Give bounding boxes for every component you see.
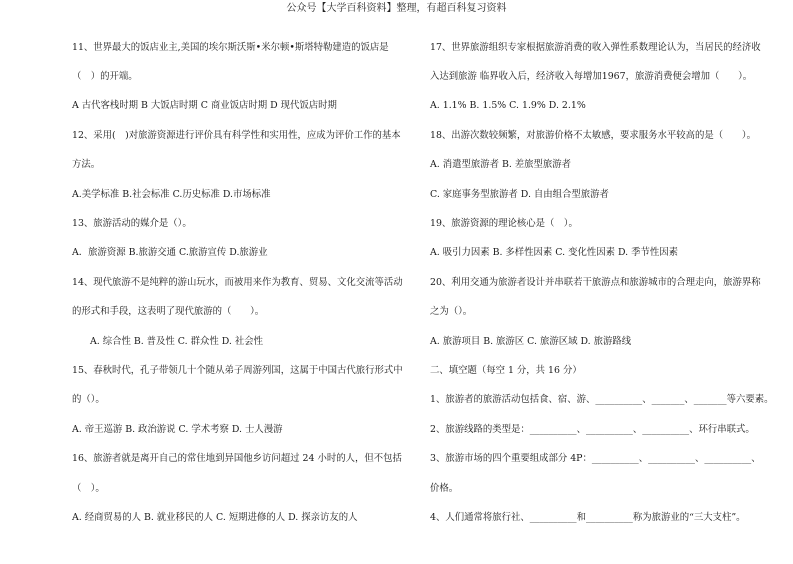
question-14-line2: 的形式和手段，这表明了现代旅游的（ ）。	[72, 306, 265, 317]
question-14-options: A. 综合性 B. 普及性 C. 群众性 D. 社会性	[90, 336, 263, 347]
question-11-options: A 古代客栈时期 B 大饭店时期 C 商业饭店时期 D 现代饭店时期	[72, 100, 337, 111]
question-18-options-cd: C. 家庭事务型旅游者 D. 自由组合型旅游者	[430, 189, 609, 200]
page-header: 公众号【大学百科资料】整理，有超百科复习资料	[286, 3, 507, 14]
question-16-line1: 16、旅游者就是离开自己的常住地到异国他乡访问超过 24 小时的人，但不包括	[72, 453, 402, 464]
question-19-line1: 19、旅游资源的理论核心是（ ）。	[430, 218, 578, 229]
fill-blank-3-cont: 价格。	[430, 483, 459, 494]
question-20-line1: 20、利用交通为旅游者设计并串联若干旅游点和旅游城市的合理走向，旅游界称	[430, 277, 761, 288]
question-13-line1: 13、旅游活动的媒介是（）。	[72, 218, 192, 229]
question-13-options: A．旅游资源 B.旅游交通 C.旅游宣传 D.旅游业	[72, 247, 268, 258]
question-16-options: A. 经商贸易的人 B. 就业移民的人 C. 短期进修的人 D. 探亲访友的人	[72, 512, 358, 523]
question-19-options: A. 吸引力因素 B. 多样性因素 C. 变化性因素 D. 季节性因素	[430, 247, 678, 258]
question-11-line1: 11、世界最大的饭店业主,美国的埃尔斯沃斯•米尔顿•斯塔特勒建造的饭店是	[72, 42, 389, 53]
fill-blank-1: 1、旅游者的旅游活动包括食、宿、游、__________、_______、_______等六要素。	[430, 394, 774, 405]
question-11-line2: （ ）的开端。	[72, 71, 138, 82]
question-17-line1: 17、世界旅游组织专家根据旅游消费的收入弹性系数理论认为，当居民的经济收	[430, 42, 761, 53]
question-16-line2: （ ）。	[72, 483, 105, 494]
fill-blank-3: 3、旅游市场的四个重要组成部分 4P：__________、__________、__________、	[430, 453, 761, 464]
question-17-line2: 入达到旅游 临界收入后，经济收入每增加1967，旅游消费便会增加（ ）。	[430, 71, 753, 82]
question-12-options: A.美学标准 B.社会标准 C.历史标准 D.市场标准	[72, 189, 271, 200]
fill-blank-4: 4、人们通常将旅行社、__________和__________称为旅游业的“三大支柱”。	[430, 512, 746, 523]
question-20-options: A. 旅游项目 B. 旅游区 C. 旅游区域 D. 旅游路线	[430, 336, 632, 347]
question-18-options-ab: A. 消遣型旅游者 B. 差旅型旅游者	[430, 159, 572, 170]
question-20-line2: 之为（）。	[430, 306, 473, 317]
question-12-line1: 12、采用( )对旅游资源进行评价具有科学性和实用性，应成为评价工作的基本	[72, 130, 401, 141]
question-17-options: A. 1.1% B. 1.5% C. 1.9% D. 2.1%	[430, 100, 586, 111]
question-12-line2: 方法。	[72, 159, 101, 170]
fill-blank-2: 2、旅游线路的类型是：__________、__________、__________、环行串联式。	[430, 424, 755, 435]
section-2-heading: 二、填空题（每空 1 分，共 16 分）	[430, 365, 582, 376]
question-14-line1: 14、现代旅游不是纯粹的游山玩水，而被用来作为教育、贸易、文化交流等活动	[72, 277, 403, 288]
question-15-line2: 的（）。	[72, 394, 105, 405]
question-15-line1: 15、春秋时代，孔子带领几十个随从弟子周游列国，这属于中国古代旅行形式中	[72, 365, 403, 376]
question-15-options: A. 帝王巡游 B. 政治游说 C. 学术考察 D. 士人漫游	[72, 424, 283, 435]
question-18-line1: 18、出游次数较频繁，对旅游价格不太敏感，要求服务水平较高的是（ ）。	[430, 130, 756, 141]
